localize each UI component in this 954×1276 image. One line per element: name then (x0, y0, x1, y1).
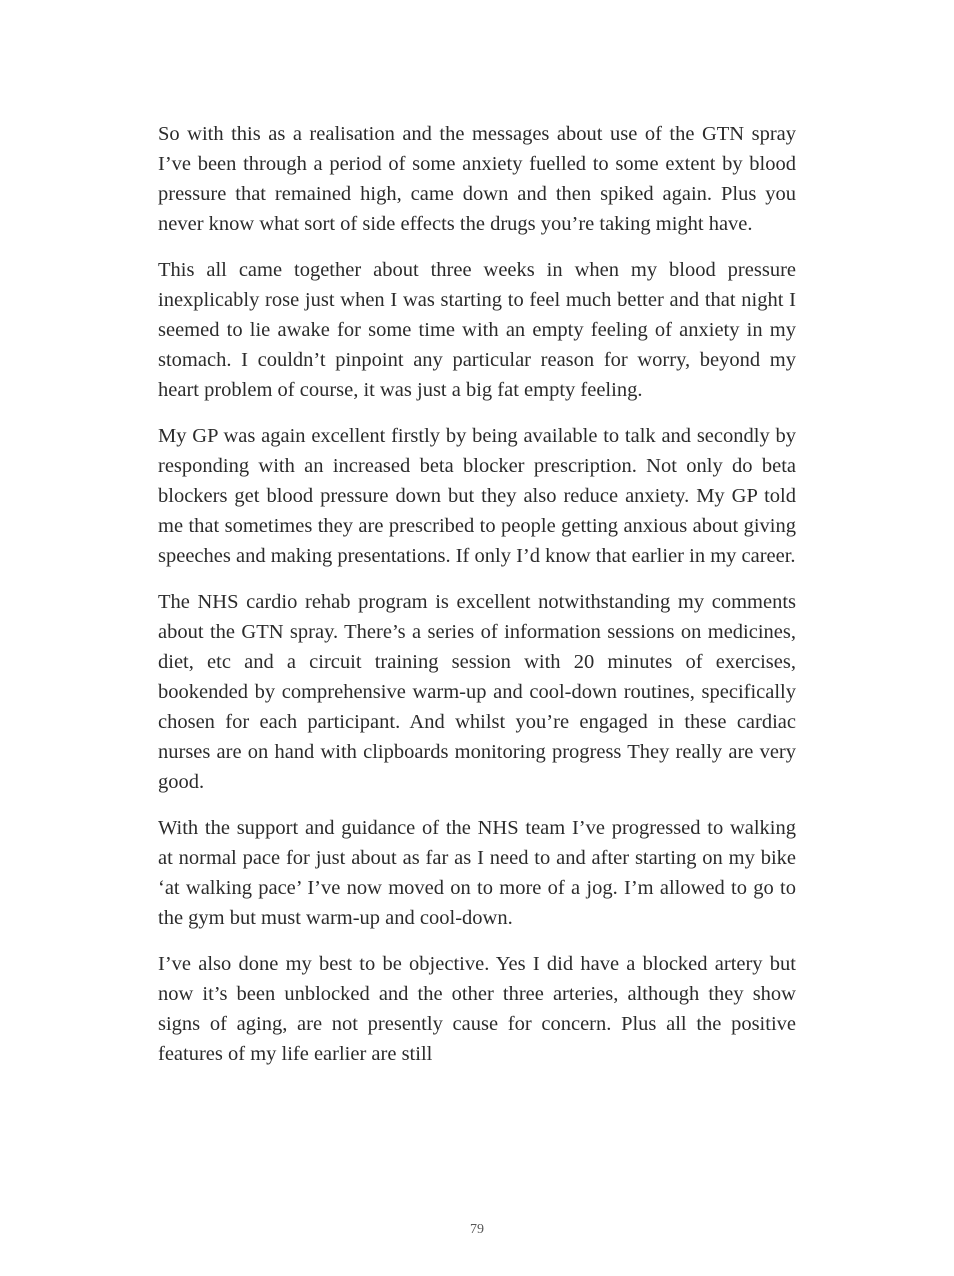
paragraph-2: This all came together about three weeks in when my blood pressure inexplicably rose just when I was starting to feel much better and that night I seemed to lie awake for some time with an empty feeling of anxiety in my stomach. I couldn’t pinpoint any particular reason for worry, beyond my heart problem of course, it was just a big fat empty feeling. (158, 259, 796, 401)
paragraph-4: The NHS cardio rehab program is excellent notwithstanding my comments about the GTN spray. There’s a series of information sessions on medicines, diet, etc and a circuit training session with 20 minutes of exercises, bookended by comprehensive warm-up and cool-down routines, specifically chosen for each participant. And whilst you’re engaged in these cardiac nurses are on hand with clipboards monitoring progress They really are very good. (158, 591, 796, 793)
body-text (158, 119, 796, 1085)
paragraph-3: My GP was again excellent firstly by being available to talk and secondly by responding with an increased beta blocker prescription. Not only do beta blockers get blood pressure down but they also reduce anxiety. My GP told me that sometimes they are prescribed to people getting anxious about giving speeches and making presentations. If only I’d know that earlier in my career. (158, 425, 796, 567)
paragraph-1: So with this as a realisation and the messages about use of the GTN spray I’ve been through a period of some anxiety fuelled to some extent by blood pressure that remained high, came down and then spiked again. Plus you never know what sort of side effects the drugs you’re taking might have. (158, 123, 796, 235)
paragraph-5: With the support and guidance of the NHS team I’ve progressed to walking at normal pace for just about as far as I need to and after starting on my bike ‘at walking pace’ I’ve now moved on to more of a jog. I’m allowed to go to the gym but must warm-up and cool-down. (158, 817, 796, 929)
paragraph-6: I’ve also done my best to be objective. Yes I did have a blocked artery but now it’s been unblocked and the other three arteries, although they show signs of aging, are not presently cause for concern. Plus all the positive features of my life earlier are still (158, 953, 796, 1065)
page-number: 79 (470, 1222, 484, 1237)
